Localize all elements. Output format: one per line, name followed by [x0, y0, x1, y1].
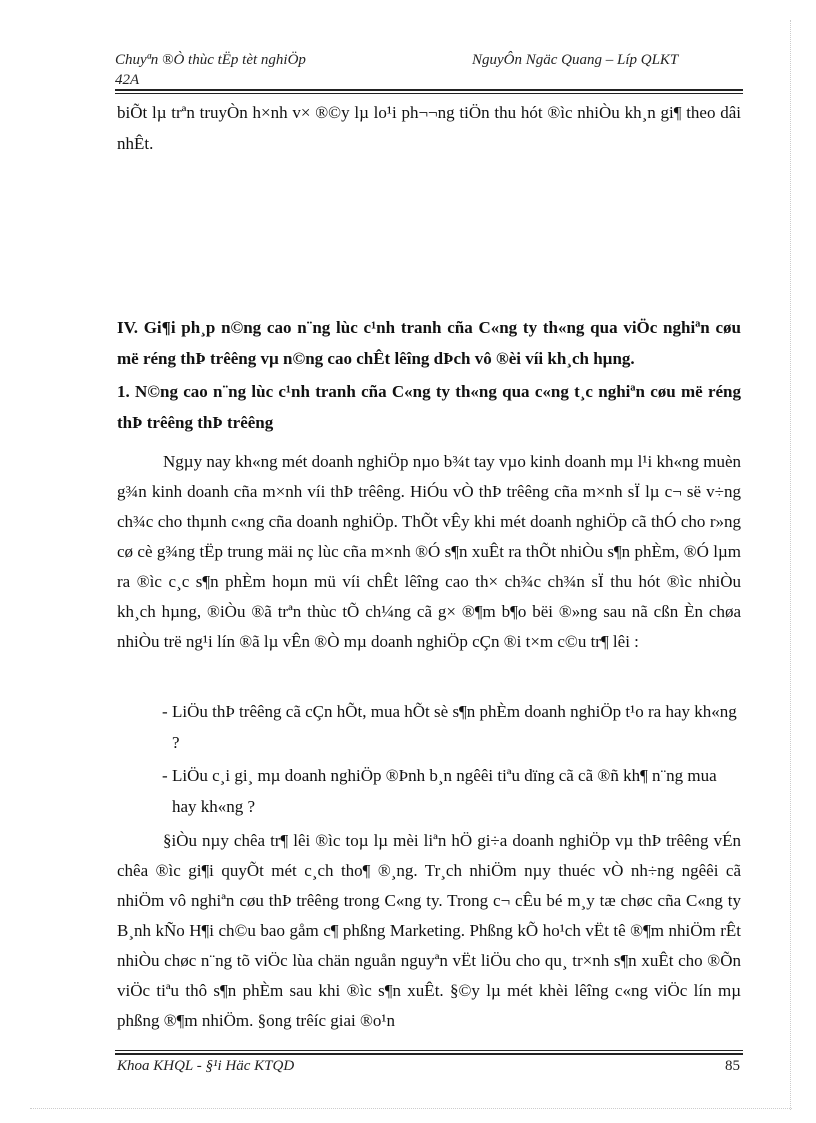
bullet-list [117, 696, 741, 824]
bullet-dash: - [162, 766, 168, 785]
body-paragraph-2: §iÒu nµy chêa tr¶ lêi ®ìc toµ lµ mèi liªn hÖ gi÷a doanh nghiÖp vµ thÞ trêêng vÉn chêa ®ìc gi¶i quyÕt mét c¸ch tho¶ ®¸ng. Tr¸ch nhiÖm nµy thuéc vÒ nh÷ng ngêêi cã nhiÖm vô nghiªn cøu thÞ trêêng trong C«ng ty. Trong c¬ cÊu bé m¸y tæ chøc cña C«ng ty B¸nh kÑo H¶i ch©u bao gåm c¶ phßng Marketing. Phßng kÕ ho¹ch vËt tê ®¶m nhiÖm rÊt nhiÒu chøc n¨ng tõ viÖc lùa chän nguån nguyªn vËt liÖu cho qu¸ tr×nh s¶n xuÊt cho ®Õn viÖc tiªu thô s¶n phÈm sau khi ®ìc s¶n xuÊt. §©y lµ mét khèi lêîng c«ng viÖc lín mµ phßng ®¶m nhiÖm. §ong trêíc giai ®o¹n [117, 831, 741, 1030]
running-header-author: NguyÔn Ngäc Quang – Líp QLKT [472, 52, 679, 68]
header-rule-thick [115, 89, 743, 91]
page-edge-bottom [30, 1108, 792, 1110]
bullet-dash: - [162, 702, 168, 721]
header-rule-thin [115, 93, 743, 94]
footer-rule-thick [115, 1053, 743, 1055]
subsection-heading-1: 1. N©ng cao n¨ng lùc c¹nh tranh cña C«ng ty th«ng qua c«ng t¸c nghiªn cøu më réng thÞ trêêng thÞ trêêng [117, 382, 741, 432]
section-heading-iv: IV. Gi¶i ph¸p n©ng cao n¨ng lùc c¹nh tranh cña C«ng ty th«ng qua viÖc nghiªn cøu më réng thÞ trêêng vµ n©ng cao chÊt lêîng dÞch vô ®èi víi kh¸ch hµng. [117, 318, 741, 368]
footer-rule-thin [115, 1050, 743, 1051]
list-item [117, 696, 741, 758]
intro-paragraph: biÕt lµ trªn truyÒn h×nh v× ®©y lµ lo¹i ph¬¬ng tiÖn thu hót ®ìc nhiÒu kh¸n gi¶ theo dâi nhÊt. [117, 103, 741, 153]
page-edge-right [790, 20, 793, 1110]
bullet-text: LiÖu c¸i gi¸ mµ doanh nghiÖp ®Þnh b¸n ngêêi tiªu dïng cã cã ®ñ kh¶ n¨ng mua hay kh«ng ? [172, 766, 717, 816]
bullet-text: LiÖu thÞ trêêng cã cÇn hÕt, mua hÕt sè s¶n phÈm doanh nghiÖp t¹o ra hay kh«ng ? [172, 702, 737, 752]
page-number: 85 [725, 1058, 740, 1074]
list-item [117, 760, 741, 822]
body-paragraph-1: Ngµy nay kh«ng mét doanh nghiÖp nµo b¾t tay vµo kinh doanh mµ l¹i kh«ng muèn g¾n kinh doanh cña m×nh víi thÞ trêêng. HiÓu vÒ thÞ trêêng cña m×nh sÏ lµ c¬ së v÷ng ch¾c cho thµnh c«ng cña doanh nghiÖp. ThÕt vÊy khi mét doanh nghiÖp cã thÓ cho r»ng cø cè g¾ng tËp trung mäi nç lùc cña m×nh ®Ó s¶n xuÊt ra thÕt nhiÒu s¶n phÈm, ®Ó lµm ra ®ìc c¸c s¶n phÈm hoµn mü víi chÊt lêîng cao th× ch¾c ch¾n sÏ thu hót ®ìc nhiÒu kh¸ch hµng, ®iÒu ®ã trªn thùc tÕ ch¼ng cã g× ®¶m b¶o bëi ®»ng sau nã cßn Èn chøa nhiÒu trë ng¹i lín ®ã lµ vÊn ®Ò mµ doanh nghiÖp cÇn ®i t×m c©u tr¶ lêi : [117, 452, 741, 651]
running-footer: Khoa KHQL - §¹i Häc KTQD [117, 1058, 295, 1074]
running-header-title: Chuyªn ®Ò thùc tËp tèt nghiÖp 42A [115, 52, 306, 88]
